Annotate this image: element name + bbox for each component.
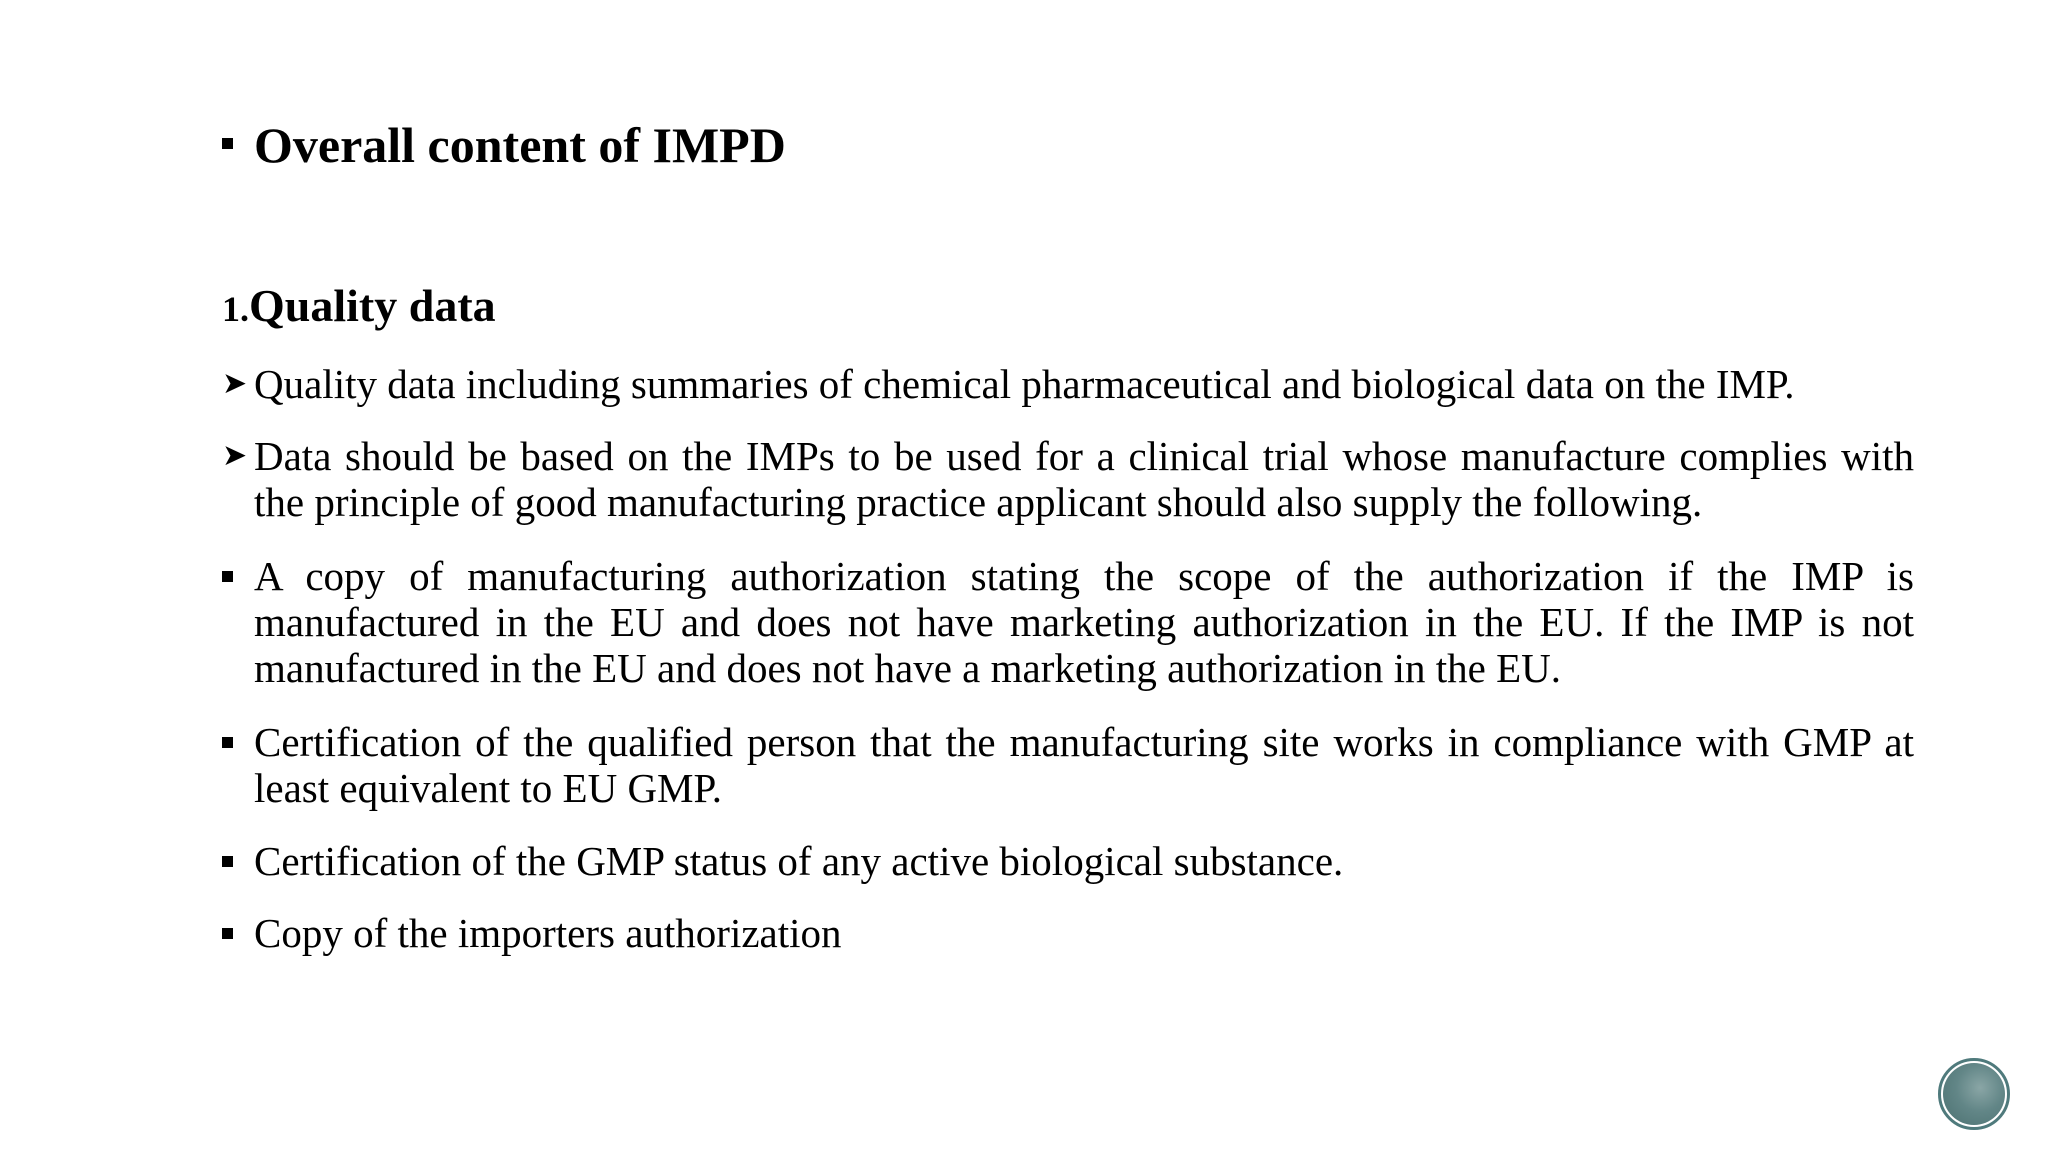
square-bullet (222, 719, 254, 748)
square-point-3 (222, 838, 1914, 884)
heading-text: Overall content of IMPD (254, 117, 786, 173)
square-bullet (222, 553, 254, 582)
slide-nav-button[interactable] (1938, 1058, 2010, 1130)
section-title (222, 278, 496, 337)
square-point-1 (222, 553, 1914, 691)
arrow-point-text: Data should be based on the IMPs to be used for a clinical trial whose manufacture complies with the principle of good manufacturing practice applicant should also supply the following. (254, 433, 1914, 525)
section-number: 1. (222, 289, 249, 329)
square-bullet-icon (222, 737, 233, 748)
square-bullet (222, 910, 254, 939)
square-bullet-icon (222, 571, 233, 582)
arrow-bullet-icon: ➤ (222, 438, 248, 473)
heading-bullet (222, 116, 254, 149)
square-bullet-icon (222, 138, 233, 149)
circle-logo-icon (1943, 1063, 2005, 1125)
arrow-bullet-icon: ➤ (222, 366, 248, 401)
slide-heading (222, 116, 1914, 174)
square-bullet-icon (222, 928, 233, 939)
square-point-text: Certification of the qualified person that the manufacturing site works in compliance with GMP at least equivalent to EU GMP. (254, 719, 1914, 811)
arrow-point-text: Quality data including summaries of chemical pharmaceutical and biological data on the IMP. (254, 361, 1795, 407)
section-title-text: Quality data (249, 280, 496, 331)
square-bullet-icon (222, 856, 233, 867)
square-point-2 (222, 719, 1914, 811)
arrow-point-2 (222, 433, 1914, 525)
square-point-text: Certification of the GMP status of any active biological substance. (254, 838, 1344, 884)
square-point-text: Copy of the importers authorization (254, 910, 842, 956)
square-point-4 (222, 910, 1914, 956)
arrow-point-1 (222, 361, 1914, 407)
square-bullet (222, 838, 254, 867)
square-point-text: A copy of manufacturing authorization stating the scope of the authorization if the IMP is manufactured in the EU and does not have marketing authorization in the EU. If the IMP is not manufactured in the EU and does not have a marketing authorization in the EU. (254, 553, 1914, 691)
